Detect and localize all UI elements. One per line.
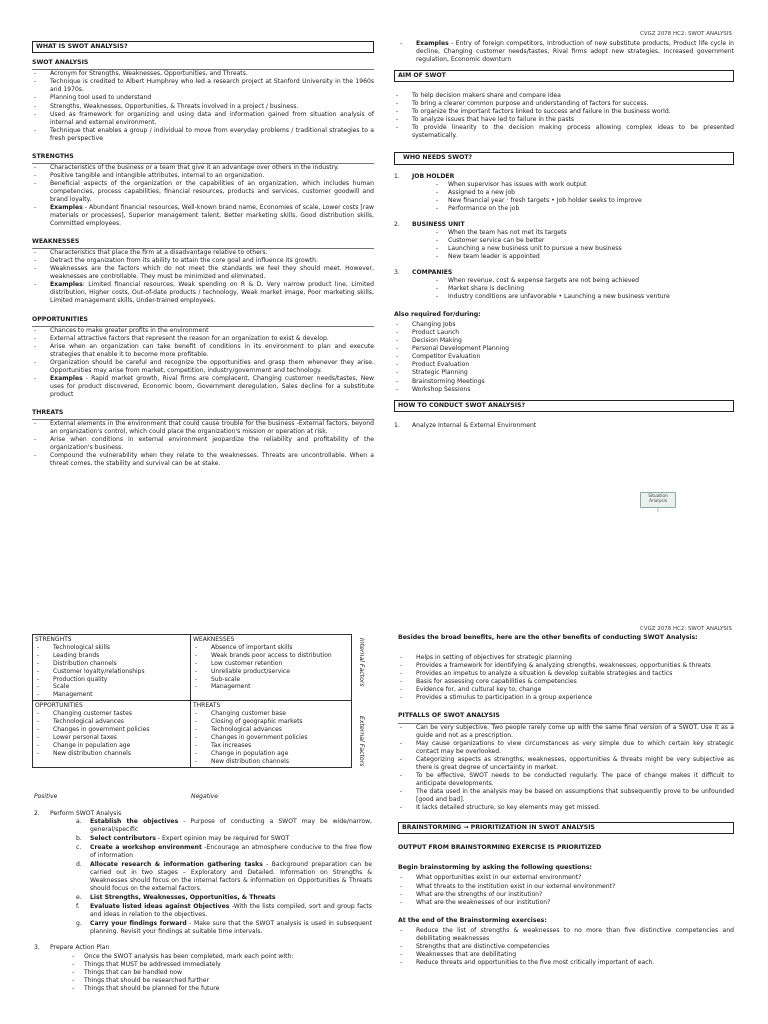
- list-item: - Brainstorming Meetings: [394, 378, 734, 386]
- item-title: Allocate research & information gathering tasks: [90, 861, 263, 869]
- list-item: - To provide linearity to the decision making process allowing complex ideas to be presented systematically.: [394, 124, 734, 140]
- list-item: [32, 281, 374, 305]
- output-heading: OUTPUT FROM BRAINSTORMING EXERCISE IS PRIORITIZED: [398, 844, 602, 852]
- opportunities-header: OPPORTUNITIES: [35, 702, 83, 710]
- list-item: - Change in population age: [35, 742, 188, 750]
- list-item: - Performance on the job: [436, 205, 734, 213]
- list-item: - May cause organizations to view circumstances as very simple due to which certain key strategic contact may be overlooked.: [398, 740, 734, 756]
- threats-header: THREATS: [193, 702, 221, 710]
- item-text: - Purpose of conducting a SWOT may be wide/narrow, general/specific: [90, 818, 372, 834]
- examples-text: - Entry of foreign competitors, Introduction of new substitute products, Product life cycle in decline, Changing customer needs/tastes, Rival firms adopt new strategies, Increased government regulation, Economic downturn: [416, 40, 734, 64]
- list-item: - Workshop Sessions: [394, 386, 734, 394]
- list-item: - Acronym for Strengths, Weaknesses, Opportunities, and Threats.: [32, 69, 374, 78]
- list-item: - Strategic Planning: [394, 369, 734, 377]
- who-heading: WHO NEEDS SWOT?: [394, 152, 734, 164]
- list-item: - Positive tangible and intangible attributes, internal to an organization.: [32, 172, 374, 180]
- list-item: [76, 861, 372, 893]
- item-text: -Encourage an atmosphere conducive to the free flow of information: [90, 844, 372, 860]
- list-item: - Technique is credited to Albert Humphrey who led a research project at Stanford University in the 1960s and 1970s.: [32, 78, 374, 94]
- step-3-list: [32, 953, 372, 993]
- page-header: CVGZ 2078 HC2: SWOT ANALYSIS: [640, 626, 732, 632]
- item-title: Establish the objectives: [90, 818, 179, 826]
- list-item: - Things that MUST be addressed immediately: [72, 961, 372, 969]
- examples-label: Examples: [416, 40, 449, 47]
- list-item: - Decision Making: [394, 337, 734, 345]
- list-item: - What are the strengths of our institution?: [398, 891, 734, 899]
- strengths-header: STRENGHTS: [35, 636, 72, 643]
- list-item: - Arise when conditions in external environment jeopardize the reliability and profitability of the organization's business.: [32, 436, 374, 452]
- end-list: [398, 927, 734, 967]
- list-item: - Strengths that are distinctive competencies: [398, 943, 734, 951]
- list-item: - Provides an impetus to analyze a situation & develop suitable strategies and tactics: [398, 670, 734, 678]
- external-factors-label: External Factors: [358, 716, 366, 767]
- list-item: - Technological advances: [35, 718, 188, 726]
- step-number: 3.: [34, 944, 40, 952]
- list-item: - Weak brands poor access to distribution: [193, 652, 349, 660]
- list-item: - Low customer retention: [193, 660, 349, 668]
- also-heading: Also required for/during:: [394, 311, 481, 319]
- list-item: - Beneficial aspects of the organization or the capabilities of an organization, which includes human competencies, process capabilities, financial resources, products and services, customer goodwill and brand loyalty.: [32, 180, 374, 204]
- step-3: [32, 944, 372, 952]
- swot-table: [32, 634, 352, 768]
- list-item: - New team leader is appointed: [436, 253, 734, 261]
- list-item: - Assigned to a new job: [436, 189, 734, 197]
- pitfalls-list: [398, 723, 734, 812]
- examples-label: Examples: [50, 204, 83, 211]
- list-item: - Change in population age: [193, 750, 349, 758]
- list-item: [76, 818, 372, 834]
- threat-examples: [394, 40, 734, 64]
- who-group: [394, 221, 734, 261]
- list-item: [76, 835, 372, 843]
- group-number: 2.: [394, 220, 400, 228]
- list-item: - To analyze issues that have led to failure in the pasts: [394, 116, 734, 124]
- list-item: - External attractive factors that represent the reason for an organization to exist & develop.: [32, 335, 374, 343]
- list-item: - Detract the organization from its ability to attain the core goal and influence its growth.: [32, 257, 374, 265]
- list-item: - Things that should be planned for the future: [72, 985, 372, 993]
- list-item: - The data used in the analysis may be based on assumptions that subsequently prove to be unfounded [good and bad].: [398, 788, 734, 804]
- list-item: - Tax increases: [193, 742, 349, 750]
- item-letter: a.: [76, 818, 82, 826]
- list-item: - When revenue, cost & expense targets are not being achieved: [436, 277, 734, 285]
- step-2: [32, 810, 372, 818]
- list-item: - Leading brands: [35, 652, 188, 660]
- list-item: - It lacks detailed structure, so key elements may get missed.: [398, 804, 734, 812]
- list-item: - Compound the vulnerability when they relate to the weaknesses. Threats are uncontrollable. When a threat comes, the stability and survival can be at stake.: [32, 452, 374, 468]
- list-item: - When supervisor has issues with work output: [436, 181, 734, 189]
- list-item: - New distribution channels: [35, 750, 188, 758]
- threats-heading: THREATS: [32, 408, 64, 416]
- examples-label: Examples: [50, 281, 83, 289]
- list-item: - Once the SWOT analysis has been completed, mark each point with:: [72, 953, 372, 961]
- list-item: - Organization should be careful and recognize the opportunities and grasp them whenever they arise. Opportunities may arise from market, competition, industry/government and technology.: [32, 359, 374, 375]
- list-item: [398, 40, 734, 64]
- opportunities-cell: [33, 701, 191, 767]
- also-list: [394, 321, 734, 393]
- swot-analysis-heading: SWOT ANALYSIS: [32, 59, 89, 67]
- group-number: 1.: [394, 172, 400, 180]
- threats-list: [32, 419, 374, 468]
- item-letter: e.: [76, 894, 82, 902]
- who-list: [394, 173, 734, 301]
- what-is-heading: WHAT IS SWOT ANALYSIS?: [32, 41, 374, 53]
- list-item: - Competitor Evaluation: [394, 353, 734, 361]
- weaknesses-cell: [191, 635, 352, 701]
- list-item: - Launching a new business unit to pursue a new business: [436, 245, 734, 253]
- list-item: - Things that can be handled now: [72, 969, 372, 977]
- swot-table-wrap: [32, 634, 372, 768]
- list-item: - New distribution channels: [193, 758, 349, 766]
- list-item: - Management: [35, 691, 188, 699]
- pitfalls-heading: PITFALLS OF SWOT ANALYSIS: [398, 712, 500, 720]
- item-title: List Strengths, Weaknesses, Opportunities, & Threats: [90, 894, 276, 902]
- strengths-list: [32, 163, 374, 228]
- item-title: Create a workshop environment: [90, 844, 202, 852]
- strengths-cell: [33, 635, 191, 701]
- item-text: -With the lists compiled, sort and group facts and ideas in relation to the objectives.: [90, 903, 372, 919]
- list-item: - Customer loyalty/relationships: [35, 668, 188, 676]
- list-item: [76, 894, 372, 902]
- list-item: - Planning tool used to understand: [32, 94, 374, 102]
- list-item: - Changes in government policies: [35, 726, 188, 734]
- list-item: - To organize the important factors linked to success and failure in the business world.: [394, 108, 734, 116]
- list-item: [76, 903, 372, 919]
- list-item: - Weaknesses that are debilitating: [398, 951, 734, 959]
- list-item: - Lower personal taxes: [35, 734, 188, 742]
- step-number: 1.: [394, 421, 400, 429]
- list-item: - Personal Development Planning: [394, 345, 734, 353]
- benefits-list: [398, 654, 734, 702]
- aim-list: [394, 92, 734, 140]
- list-item: - Production quality: [35, 676, 188, 684]
- list-item: - Arise when an organization can take benefit of conditions in its environment to plan and execute strategies that enable it to become more profitable.: [32, 343, 374, 359]
- list-item: - Changing customer tastes: [35, 710, 188, 718]
- list-item: - Used as framework for organizing and using data and information gained from situation analysis of internal and external environment.: [32, 111, 374, 127]
- item-title: Select contributors: [90, 835, 156, 843]
- negative-label: Negative: [191, 793, 218, 800]
- group-name: JOB HOLDER: [412, 172, 455, 180]
- opportunities-heading: OPPORTUNITIES: [32, 315, 89, 323]
- examples-text: - Rapid market growth, Rival firms are complacent, Changing customer needs/tastes, New uses for product discovered, Economic boom, Government deregulation, Sales decline for a substitute product: [50, 374, 374, 398]
- list-item: - Changing customer base: [193, 710, 349, 718]
- item-letter: c.: [76, 844, 82, 852]
- list-item: - Characteristics that place the firm at a disadvantage relative to others.: [32, 248, 374, 257]
- opportunities-list: [32, 326, 374, 399]
- group-name: BUSINESS UNIT: [412, 220, 465, 228]
- page-header: CVGZ 2078 HC2: SWOT ANALYSIS: [640, 31, 732, 37]
- list-item: - Technological skills: [35, 644, 188, 652]
- top-left-column: [32, 41, 374, 468]
- who-group: [394, 173, 734, 213]
- positive-label: Positive: [34, 793, 58, 800]
- weaknesses-list: [32, 248, 374, 305]
- list-item: - Customer service can be better: [436, 237, 734, 245]
- list-item: - Helps in setting of objectives for strategic planning: [398, 654, 734, 662]
- item-letter: g.: [76, 920, 82, 928]
- internal-factors-label: Internal Factors: [358, 638, 366, 687]
- list-item: [32, 204, 374, 228]
- list-item: - Weaknesses are the factors which do not meet the standards we feel they should meet. However, weaknesses are controllable. They must be minimized and eliminated.: [32, 265, 374, 281]
- weaknesses-heading: WEAKNESSES: [32, 238, 80, 246]
- list-item: - Changing Jobs: [394, 321, 734, 329]
- list-item: - Unreliable product/service: [193, 668, 349, 676]
- list-item: - Sub-scale: [193, 676, 349, 684]
- list-item: - Characteristics of the business or a team that give it an advantage over others in the industry.: [32, 163, 374, 172]
- list-item: - Changes in government policies: [193, 734, 349, 742]
- threats-cell: [191, 701, 352, 767]
- begin-heading: Begin brainstorming by asking the following questions:: [398, 864, 592, 872]
- benefits-heading: Besides the broad benefits, here are the other benefits of conducting SWOT Analysis:: [398, 634, 698, 641]
- list-item: - Reduce threats and opportunities to the five most critically important of each.: [398, 959, 734, 967]
- examples-label: Examples: [50, 374, 83, 382]
- node-situation-analysis: Situation Analysis: [640, 492, 676, 508]
- list-item: - Provides a stimulus to participation in a group experience: [398, 694, 734, 702]
- list-item: - To be effective, SWOT needs to be conducted regularly. The pace of change makes it difficult to anticipate developments.: [398, 772, 734, 788]
- list-item: [32, 375, 374, 399]
- brainstorm-heading: BRAINSTORMING → PRIORITIZATION IN SWOT ANALYSIS: [398, 822, 734, 834]
- item-text: - Expert opinion may be required for SWOT: [155, 835, 290, 843]
- steps-column: [32, 810, 372, 993]
- group-number: 3.: [394, 268, 400, 276]
- step-text: Analyze Internal & External Environment: [412, 421, 537, 429]
- list-item: - Closing of geographic markets: [193, 718, 349, 726]
- list-item: - Can be very subjective. Two people rarely come up with the same final version of a SWOT. Use it as a guide and not as a prescription.: [398, 723, 734, 740]
- list-item: - What opportunities exist in our external environment?: [398, 874, 734, 882]
- list-item: - Strengths, Weaknesses, Opportunities, & Threats involved in a project / business.: [32, 103, 374, 111]
- list-item: - Categorizing aspects as strengths, weaknesses, opportunities & threats might be very subjective as there is great degree of uncertainty in market.: [398, 756, 734, 772]
- list-item: - Product Evaluation: [394, 361, 734, 369]
- item-text: - Background preparation can be carried out in two stages – Exploratory and Detailed. Information on Strengths & Weaknesses should focus on the internal factors & information on Opportunities & Threats should focus on the external factors.: [90, 861, 373, 893]
- list-item: - Absence of important skills: [193, 644, 349, 652]
- list-item: - Market share is declining: [436, 285, 734, 293]
- list-item: - Basis for assessing core capabilities & competencies: [398, 678, 734, 686]
- item-text: - Make sure that the SWOT analysis is used in subsequent planning. Revisit your findings at suitable time intervals.: [90, 920, 372, 936]
- how-heading: HOW TO CONDUCT SWOT ANALYSIS?: [394, 400, 734, 412]
- list-item: - Scale: [35, 683, 188, 691]
- item-title: Evaluate listed ideas against Objectives: [90, 903, 230, 911]
- group-name: COMPANIES: [412, 268, 453, 276]
- list-item: - Evidence for, and cultural key to, change: [398, 686, 734, 694]
- list-item: - Technique that enables a group / individual to move from everyday problems / traditional strategies to a fresh perspective: [32, 127, 374, 143]
- item-letter: d.: [76, 861, 82, 869]
- step-text: Prepare Action Plan: [50, 944, 110, 952]
- list-item: - Chances to make greater profits in the environment: [32, 326, 374, 335]
- item-letter: b.: [76, 835, 82, 843]
- list-item: - Things that should be researched further: [72, 977, 372, 985]
- list-item: - What threats to the institution exist in our external environment?: [398, 883, 734, 891]
- strengths-heading: STRENGTHS: [32, 152, 74, 160]
- step-2-list: [32, 818, 372, 936]
- list-item: [76, 920, 372, 936]
- list-item: - Provides a framework for identifying & analyzing strengths, weaknesses, opportunities & threats: [398, 662, 734, 670]
- list-item: - Technological advances: [193, 726, 349, 734]
- step-number: 2.: [34, 810, 40, 817]
- list-item: - To help decision makers share and compare idea: [394, 92, 734, 100]
- list-item: - Distribution channels: [35, 660, 188, 668]
- list-item: - Management: [193, 683, 349, 691]
- list-item: [76, 844, 372, 860]
- list-item: - When the team has not met its targets: [436, 229, 734, 237]
- list-item: - Reduce the list of strengths & weaknesses to no more than five distinctive competencies and debilitating weaknesses: [398, 927, 734, 943]
- step-text: Perform SWOT Analysis: [50, 810, 122, 817]
- list-item: - External elements in the environment that could cause trouble for the business -External factors, beyond an organization's control, which could place the organization's mission or operation at risk.: [32, 419, 374, 436]
- item-title: Carry your findings forward: [90, 920, 187, 928]
- swot-analysis-list: [32, 69, 374, 142]
- end-heading: At the end of the Brainstorming exercises:: [398, 916, 547, 924]
- list-item: - Product Launch: [394, 329, 734, 337]
- aim-heading: AIM OF SWOT: [394, 70, 734, 82]
- who-group: [394, 269, 734, 301]
- examples-text: - Abundant financial resources, Well-known brand name, Economies of scale, Lower costs [raw materials or processes], Superior management talent, Better marketing skills, Good distribution skills, Committed employees.: [50, 204, 374, 228]
- questions-list: [398, 874, 734, 906]
- list-item: - To bring a clearer common purpose and understanding of factors for success.: [394, 100, 734, 108]
- top-right-column: [394, 40, 734, 430]
- list-item: - New financial year · fresh targets • Job holder seeks to improve: [436, 197, 734, 205]
- list-item: - What are the weaknesses of our institution?: [398, 899, 734, 907]
- bottom-right-column: [398, 634, 734, 967]
- how-step-1: [394, 422, 734, 430]
- examples-text: : Limited financial resources, Weak spending on R & D, Very narrow product line, Limited distribution, Higher costs, Out-of-date products / technology, Weak market image, Poor marketing skills, Limited management skills, Under-trained employees.: [50, 281, 374, 305]
- weaknesses-header: WEAKNESSES: [193, 636, 235, 643]
- list-item: - Industry conditions are unfavorable • Launching a new business venture: [436, 293, 734, 301]
- item-letter: f.: [76, 903, 80, 911]
